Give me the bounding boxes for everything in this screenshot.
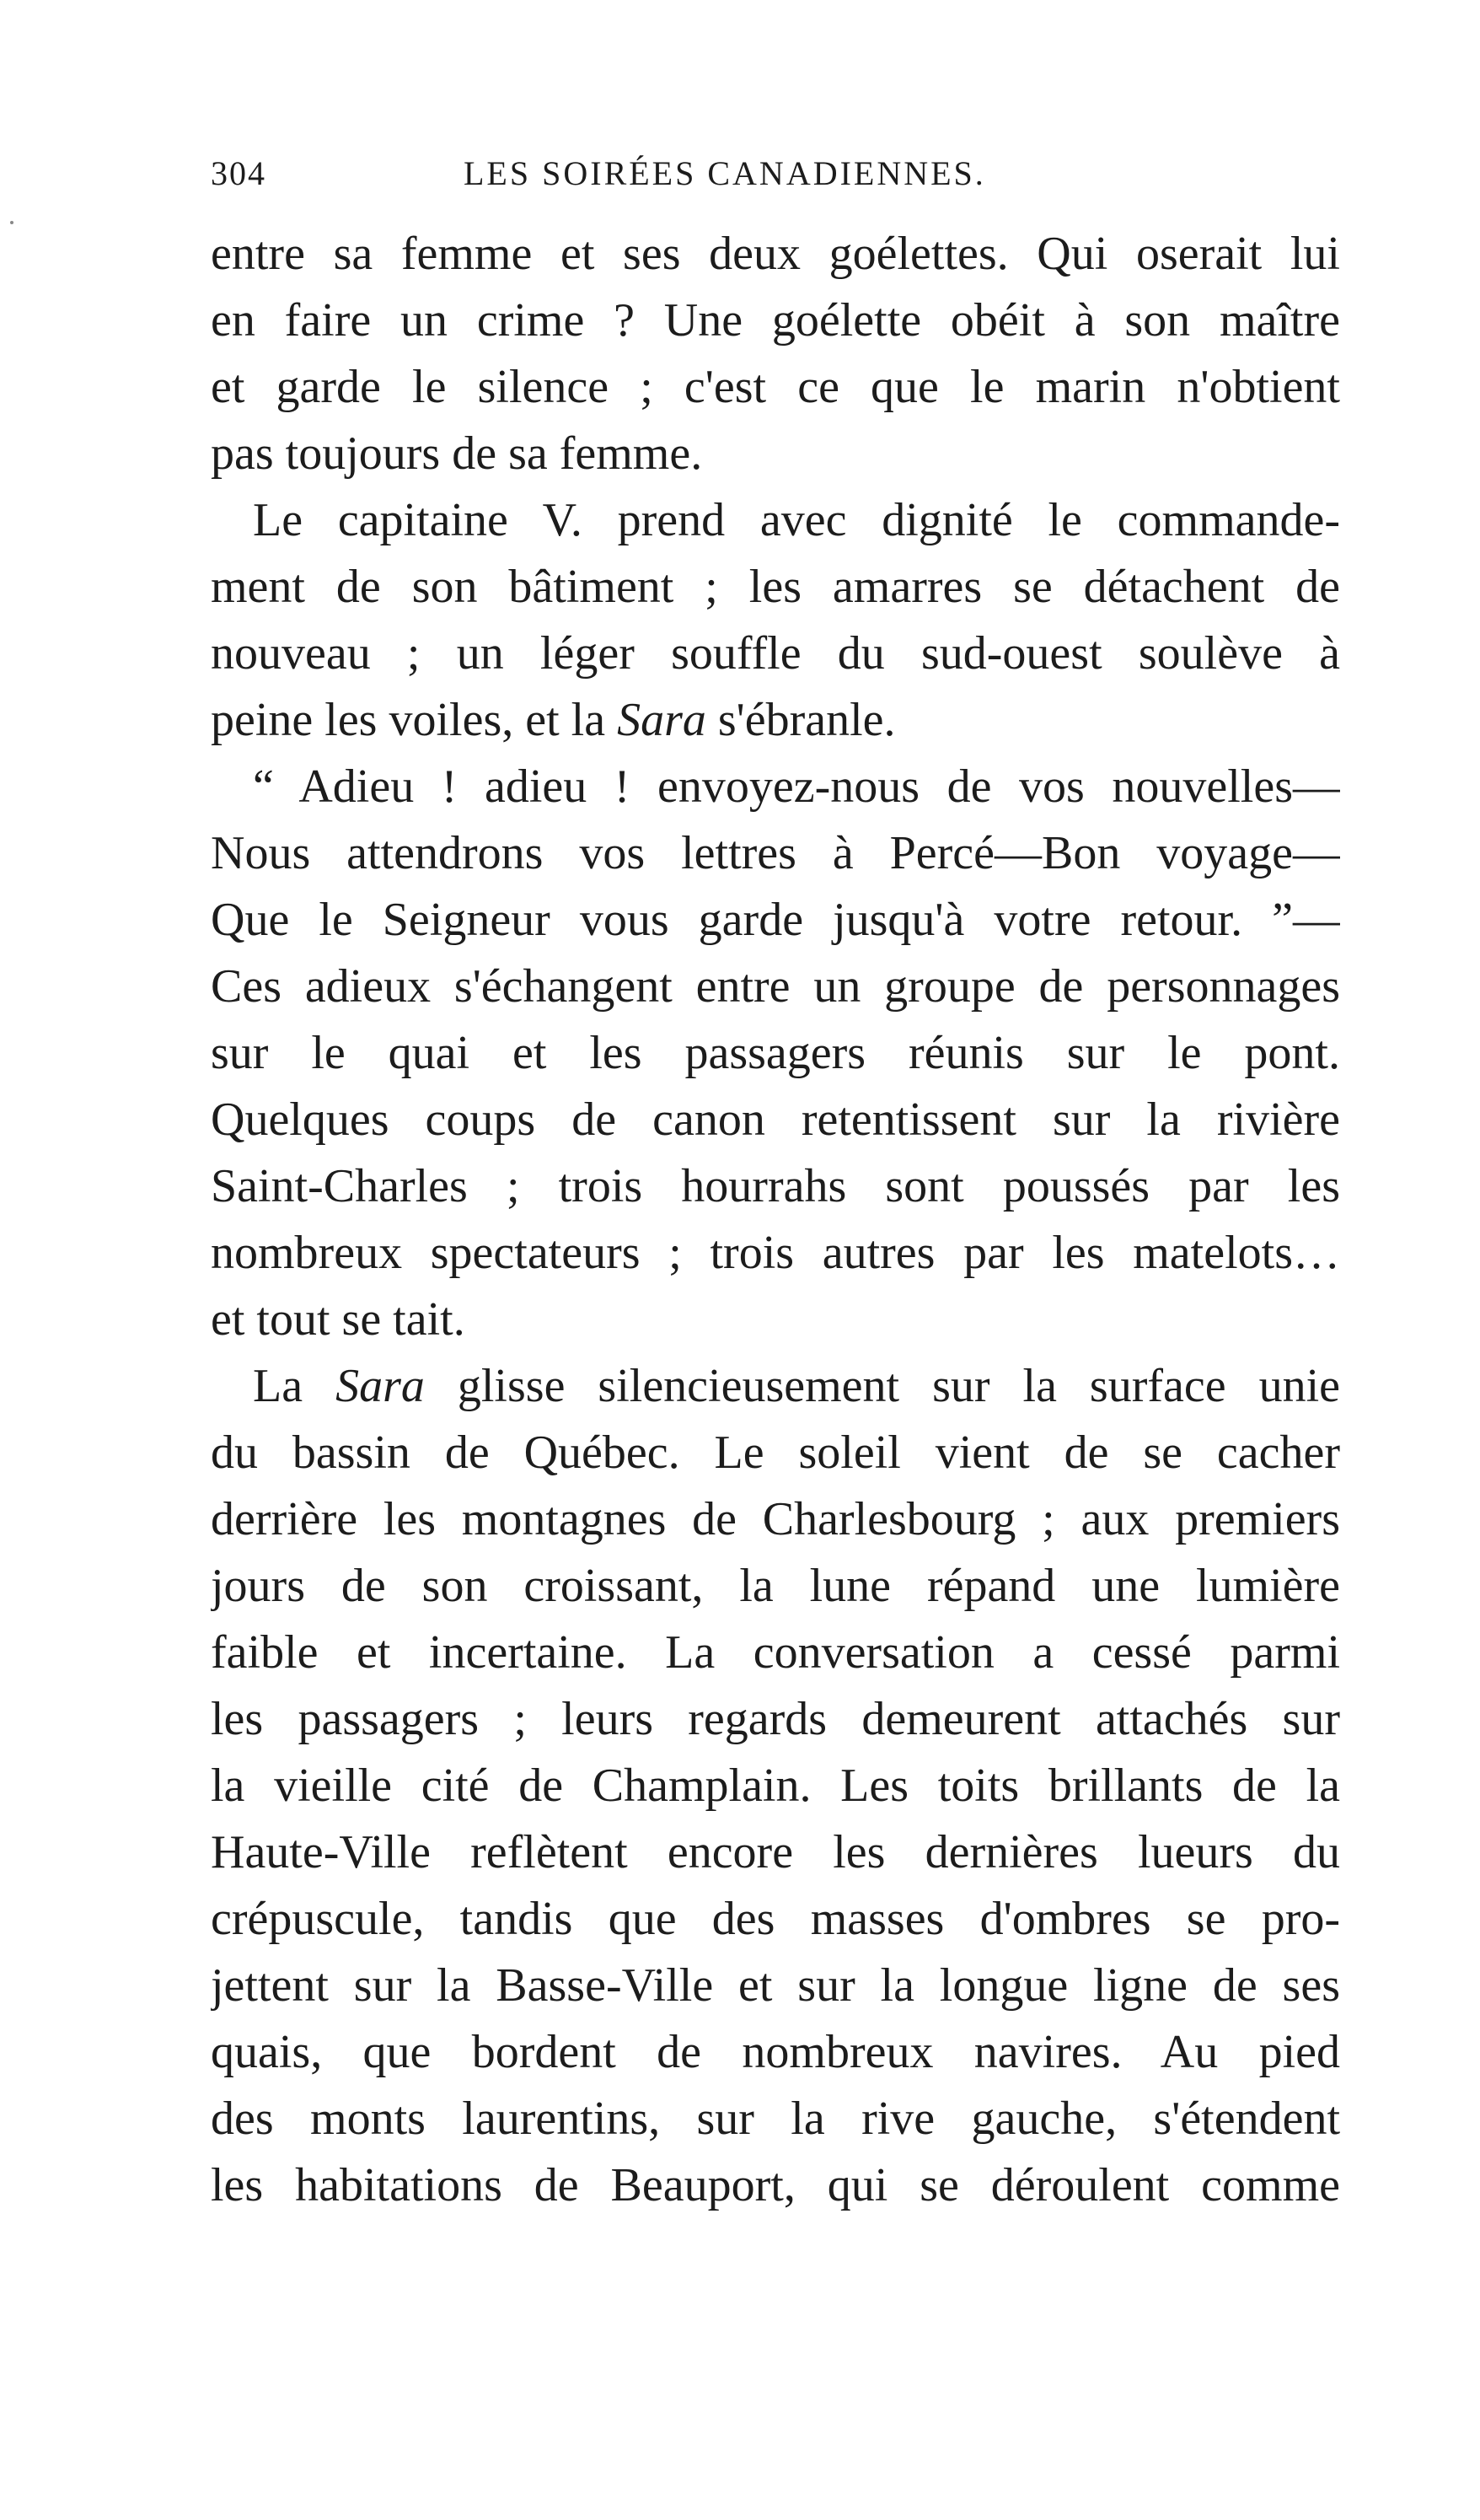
text-line: quais, que bordent de nombreux navires. Au pied xyxy=(211,2026,1340,2078)
text-line: jours de son croissant, la lune répand une lumière xyxy=(211,1560,1340,1612)
text-line: nouveau ; un léger souffle du sud-ouest soulève à xyxy=(211,627,1340,680)
text-line: en faire un crime ? Une goélette obéit à son maître xyxy=(211,294,1340,347)
text-line: Que le Seigneur vous garde jusqu'à votre retour. ”— xyxy=(211,894,1340,946)
text-line: Quelques coups de canon retentissent sur la rivière xyxy=(211,1093,1340,1146)
text-line: la vieille cité de Champlain. Les toits brillants de la xyxy=(211,1760,1340,1812)
paragraph xyxy=(211,1353,1340,2219)
text-line: Saint-Charles ; trois hourrahs sont poussés par les xyxy=(211,1160,1340,1212)
text-line: Le capitaine V. prend avec dignité le commande- xyxy=(253,494,1340,546)
ship-name: Sara xyxy=(335,1360,425,1412)
text-line: crépuscule, tandis que des masses d'ombres se pro- xyxy=(211,1893,1340,1945)
text-line: peine les voiles, et la Sara s'ébranle. xyxy=(211,694,896,746)
page-number: 304 xyxy=(211,154,266,192)
text-line: Haute-Ville reflètent encore les dernières lueurs du xyxy=(211,1826,1340,1878)
text-line: du bassin de Québec. Le soleil vient de se cacher xyxy=(211,1427,1340,1479)
paragraph xyxy=(211,487,1340,754)
text-line: entre sa femme et ses deux goélettes. Qui oserait lui xyxy=(211,228,1340,280)
text-line: sur le quai et les passagers réunis sur le pont. xyxy=(211,1027,1340,1079)
text-line: et tout se tait. xyxy=(211,1293,465,1346)
text-line: des monts laurentins, sur la rive gauche, s'étendent xyxy=(211,2093,1340,2145)
text-line: “ Adieu ! adieu ! envoyez-nous de vos nouvelles— xyxy=(253,760,1340,813)
text-line: les habitations de Beauport, qui se déroulent comme xyxy=(211,2159,1340,2211)
body-text xyxy=(211,221,1340,2219)
text-line: Ces adieux s'échangent entre un groupe de personnages xyxy=(211,960,1340,1013)
text-line: nombreux spectateurs ; trois autres par les matelots… xyxy=(211,1227,1340,1279)
running-title: LES SOIRÉES CANADIENNES. xyxy=(464,154,986,192)
text-line: jettent sur la Basse-Ville et sur la longue ligne de ses xyxy=(211,1959,1340,2012)
text-line: Nous attendrons vos lettres à Percé—Bon voyage— xyxy=(211,827,1340,879)
paragraph xyxy=(211,754,1340,1353)
paragraph xyxy=(211,221,1340,487)
text-line: les passagers ; leurs regards demeurent attachés sur xyxy=(211,1693,1340,1745)
text-line: pas toujours de sa femme. xyxy=(211,427,703,480)
text-line: ment de son bâtiment ; les amarres se détachent de xyxy=(211,561,1340,613)
text-line: faible et incertaine. La conversation a cessé parmi xyxy=(211,1626,1340,1679)
text-line: La Sara glisse silencieusement sur la surface unie xyxy=(253,1360,1340,1412)
page-header xyxy=(211,153,1340,212)
ship-name: Sara xyxy=(617,694,706,746)
text-line: et garde le silence ; c'est ce que le marin n'obtient xyxy=(211,361,1340,413)
margin-speck xyxy=(10,221,13,224)
text-line: derrière les montagnes de Charlesbourg ; aux premiers xyxy=(211,1493,1340,1545)
